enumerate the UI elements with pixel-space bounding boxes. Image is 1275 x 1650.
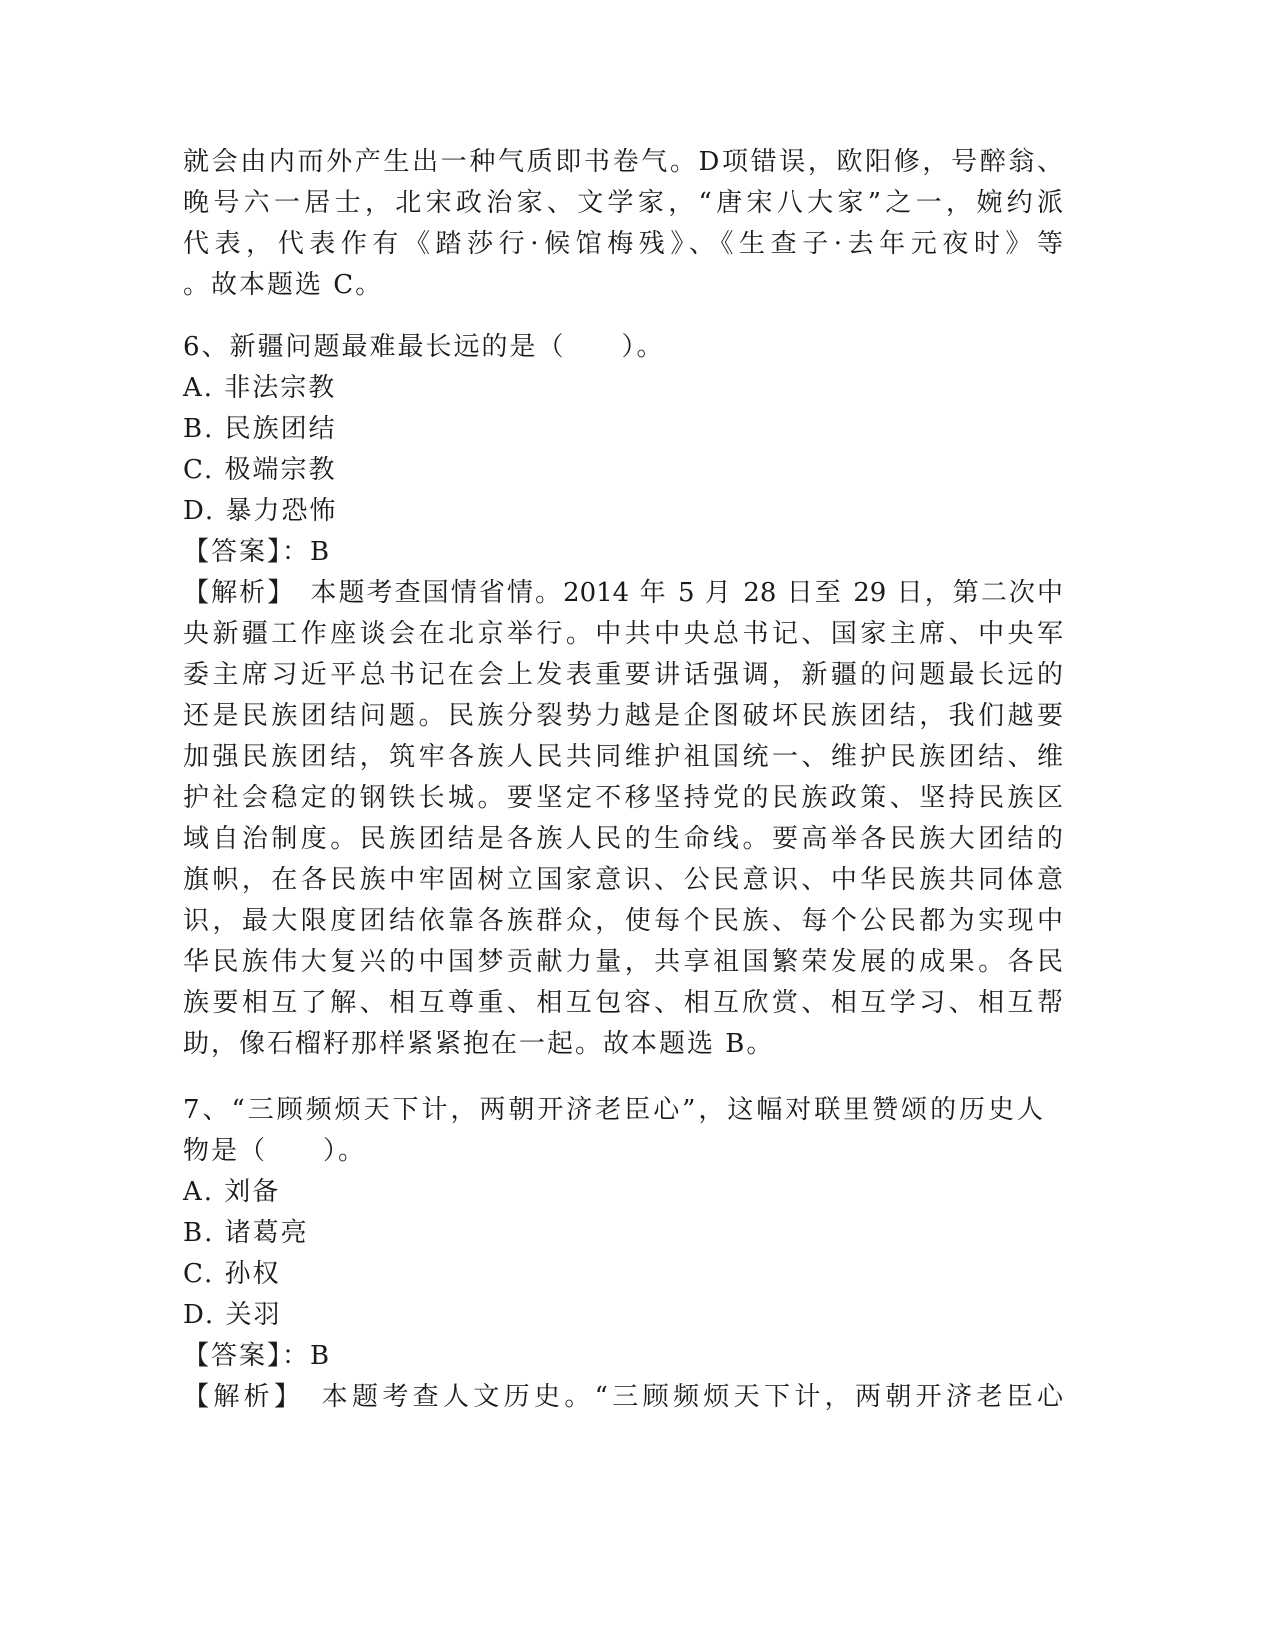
q6-analysis-line: 加强民族团结，筑牢各族人民共同维护祖国统一、维护民族团结、维 [183,742,1063,772]
q7-answer: 【答案】：B [183,1341,332,1371]
q6-option-c: C. 极端宗教 [183,455,337,485]
q6-analysis-line: 域自治制度。民族团结是各族人民的生命线。要高举各民族大团结的 [183,824,1063,854]
q6-analysis-line: 旗帜，在各民族中牢固树立国家意识、公民意识、中华民族共同体意 [183,865,1063,895]
q6-option-a: A. 非法宗教 [183,373,337,403]
q6-stem: 6、新疆问题最难最长远的是（ ）。 [183,332,665,362]
q5-analysis-line: 晚号六一居士，北宋政治家、文学家，“唐宋八大家”之一，婉约派 [183,188,1063,218]
q6-analysis-line: 助，像石榴籽那样紧紧抱在一起。故本题选 B。 [183,1029,775,1059]
q6-option-d: D. 暴力恐怖 [183,496,338,526]
q6-analysis-line: 护社会稳定的钢铁长城。要坚定不移坚持党的民族政策、坚持民族区 [183,783,1063,813]
q7-analysis-line: 【解析】 本题考查人文历史。“三顾频烦天下计，两朝开济老臣心 [183,1382,1063,1412]
q6-answer: 【答案】：B [183,537,332,567]
q6-analysis-line: 华民族伟大复兴的中国梦贡献力量，共享祖国繁荣发展的成果。各民 [183,947,1063,977]
q6-analysis-line: 委主席习近平总书记在会上发表重要讲话强调，新疆的问题最长远的 [183,660,1063,690]
q6-analysis-line: 央新疆工作座谈会在北京举行。中共中央总书记、国家主席、中央军 [183,619,1063,649]
q5-analysis-line: 。故本题选 C。 [183,270,384,300]
q7-stem-line: 物是（ ）。 [183,1136,367,1166]
q7-option-c: C. 孙权 [183,1259,281,1289]
q6-analysis-line: 识，最大限度团结依靠各族群众，使每个民族、每个公民都为实现中 [183,906,1063,936]
q7-stem-line: 7、“三顾频烦天下计，两朝开济老臣心”，这幅对联里赞颂的历史人 [183,1095,1043,1125]
q5-analysis-line: 代表，代表作有《踏莎行·候馆梅残》、《生查子·去年元夜时》等 [183,229,1063,259]
q7-option-d: D. 关羽 [183,1300,282,1330]
q6-analysis-line: 族要相互了解、相互尊重、相互包容、相互欣赏、相互学习、相互帮 [183,988,1063,1018]
q7-option-a: A. 刘备 [183,1177,281,1207]
q6-analysis-line: 【解析】 本题考查国情省情。2014 年 5 月 28 日至 29 日，第二次中 [183,578,1063,608]
q6-analysis-line: 还是民族团结问题。民族分裂势力越是企图破坏民族团结，我们越要 [183,701,1063,731]
q7-option-b: B. 诸葛亮 [183,1218,309,1248]
q5-analysis-line: 就会由内而外产生出一种气质即书卷气。D项错误，欧阳修，号醉翁、 [183,147,1063,177]
q6-option-b: B. 民族团结 [183,414,337,444]
